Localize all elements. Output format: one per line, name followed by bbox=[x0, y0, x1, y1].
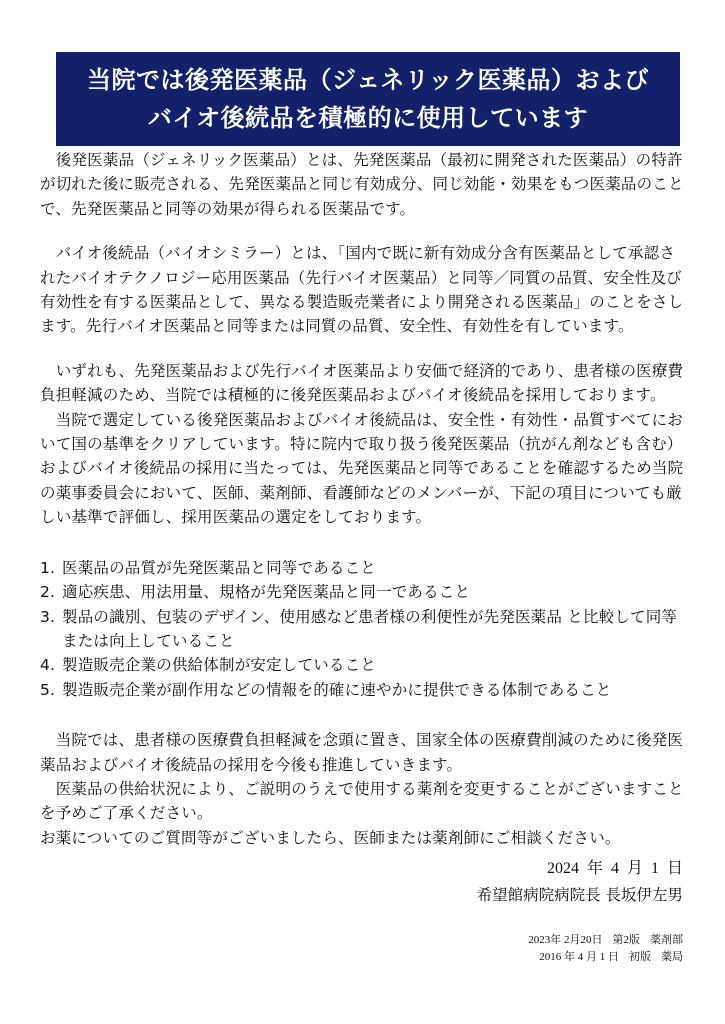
paragraph-closing-supply: 医薬品の供給状況により、ご説明のうえで使用する薬剤を変更することがございますことを予めご了承ください。 bbox=[40, 779, 684, 823]
body-text bbox=[40, 148, 690, 850]
paragraph-closing-policy: 当院では、患者様の医療費負担軽減を念頭に置き、国家全体の医療費削減のために後発医薬品およびバイオ後続品の採用を今後も推進していきます。 bbox=[40, 731, 684, 774]
paragraph-generic-definition: 後発医薬品（ジェネリック医薬品）とは、先発医薬品（最初に開発された医薬品）の特許が切れた後に販売される、先発医薬品と同じ有効成分、同じ効能・効果をもつ医薬品のことで、先発医薬品と同等の効果が得られる医薬品です。 bbox=[40, 151, 684, 218]
criteria-item: 3. 製品の識別、包装のデザイン、使用感など患者様の利便性が先発医薬品 と比較して同等または向上していること bbox=[40, 607, 678, 650]
paragraph-selection-process: 当院で選定している後発医薬品およびバイオ後続品は、安全性・有効性・品質すべてにおいて国の基準をクリアしています。特に院内で取り扱う後発医薬品（抗がん剤なども含む）およびバイオ後続品の採用に当たっては、先発医薬品と同等であることを確認するため当院の薬事委員会において、医師、薬剤師、看護師などのメンバーが、下記の項目についても厳しい基準で評価し、採用医薬品の選定をしております。 bbox=[40, 410, 684, 527]
criteria-item: 1. 医薬品の品質が先発医薬品と同等であること bbox=[40, 558, 377, 577]
criteria-list bbox=[40, 556, 690, 702]
paragraph-closing-contact: お薬についてのご質問等がございましたら、医師または薬剤師にご相談ください。 bbox=[40, 828, 621, 847]
criteria-item: 2. 適応疾患、用法用量、規格が先発医薬品と同一であること bbox=[40, 583, 471, 602]
signature-block bbox=[477, 855, 683, 909]
paragraph-biosimilar-definition: バイオ後続品（バイオシミラー）とは、「国内で既に新有効成分含有医薬品として承認されたバイオテクノロジー応用医薬品（先行バイオ医薬品）と同等／同質の品質、安全性及び有効性を有する医薬品として、異なる製造販売業者により開発される医薬品」のことをさします。先行バイオ医薬品と同等または同質の品質、安全性、有効性を有しています。 bbox=[40, 244, 684, 336]
revision-row: 2023年 2月20日 第2版 薬剤部 bbox=[528, 934, 683, 946]
title-line-2: バイオ後続品を積極的に使用しています bbox=[147, 104, 589, 132]
author-name: 希望館病院病院長 長坂伊左男 bbox=[476, 886, 683, 904]
revision-row: 2016 年 4 月 1 日 初版 薬局 bbox=[539, 951, 683, 963]
issue-date: 2024 年 4 月 1 日 bbox=[546, 860, 683, 877]
title-banner bbox=[56, 52, 680, 146]
revision-history bbox=[528, 932, 683, 966]
criteria-item: 4. 製造販売企業の供給体制が安定していること bbox=[40, 656, 377, 675]
title-line-1: 当院では後発医薬品（ジェネリック医薬品）および bbox=[86, 66, 650, 94]
paragraph-economic-benefit: いずれも、先発医薬品および先行バイオ医薬品より安価で経済的であり、患者様の医療費負担軽減のため、当院では積極的に後発医薬品およびバイオ後続品を採用しております。 bbox=[40, 361, 684, 405]
criteria-item: 5. 製造販売企業が副作用などの情報を的確に速やかに提供できる体制であること bbox=[40, 680, 612, 699]
